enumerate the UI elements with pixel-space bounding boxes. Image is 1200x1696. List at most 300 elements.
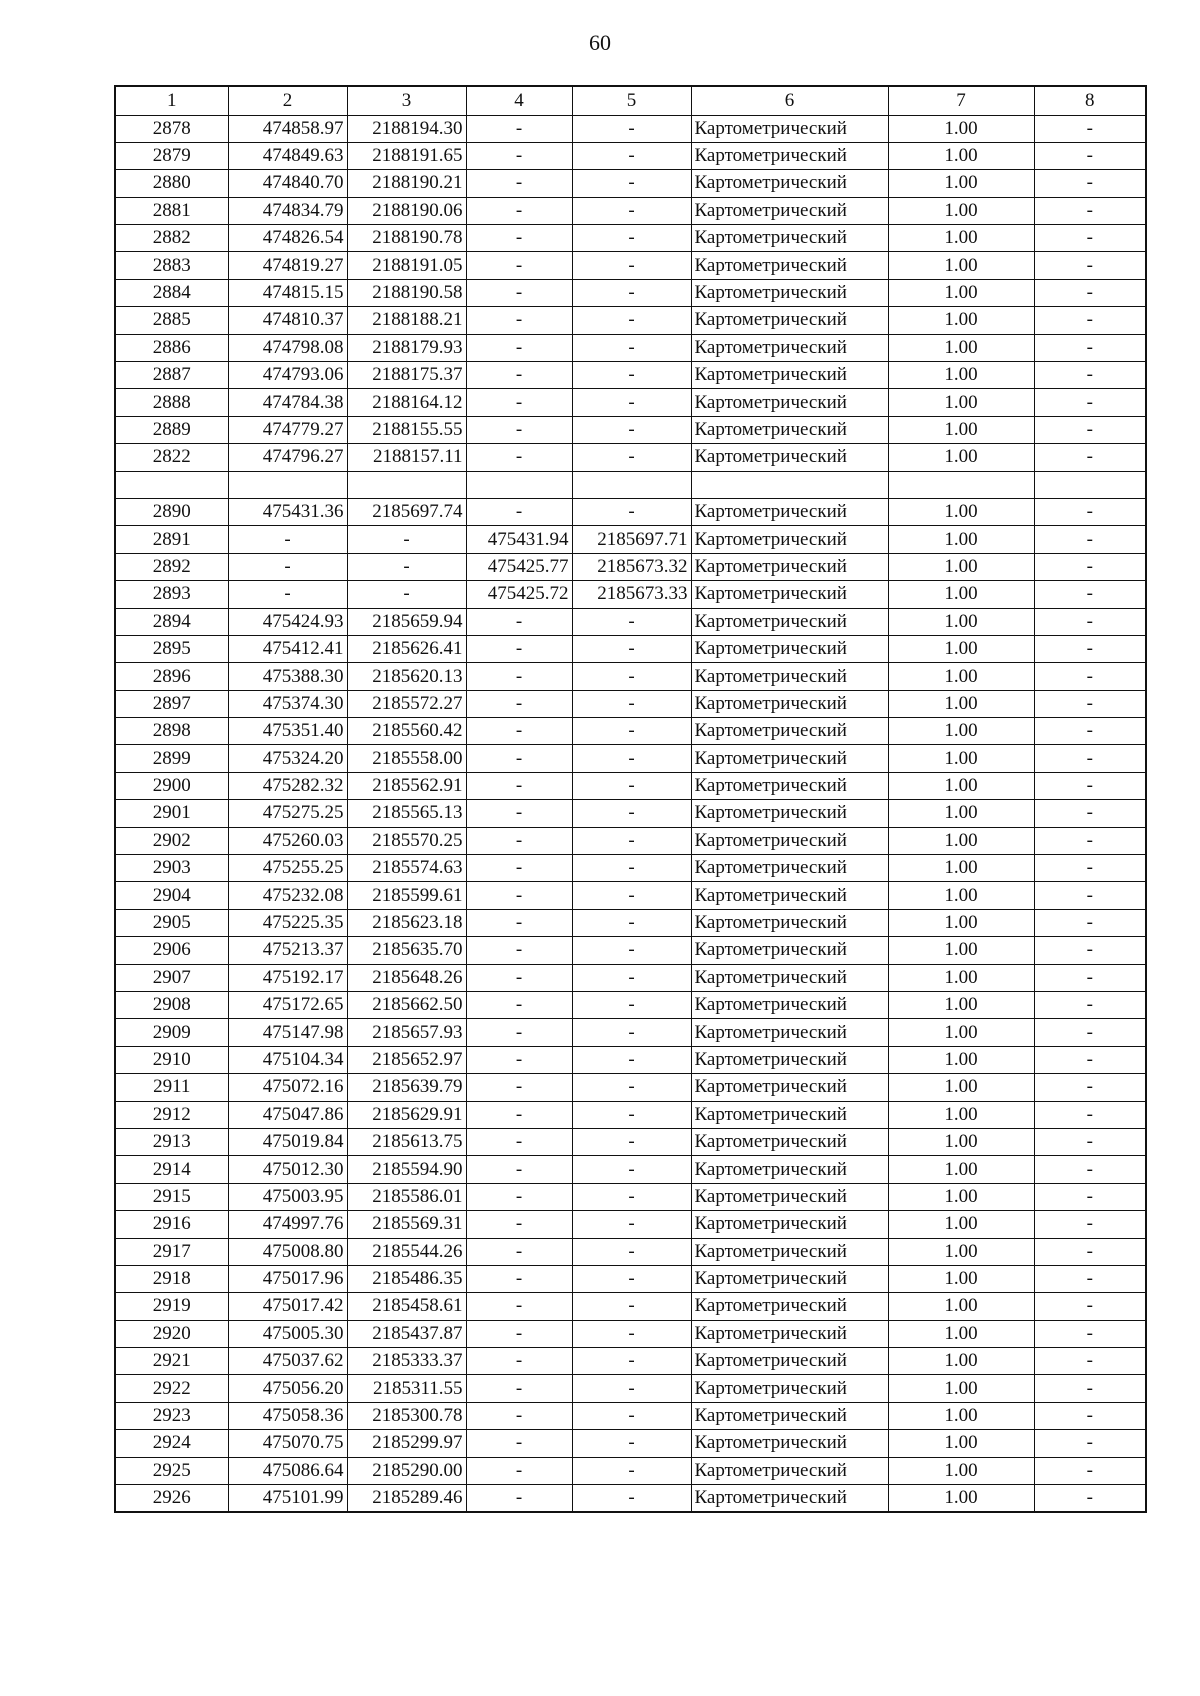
cell-y-coordinate-alt: - — [572, 1156, 691, 1183]
cell-x-coordinate: - — [228, 553, 347, 580]
cell-y-coordinate: 2185613.75 — [347, 1128, 466, 1155]
cell-description: - — [1034, 1293, 1146, 1320]
cell-y-coordinate-alt: - — [572, 307, 691, 334]
cell-point-number: 2916 — [115, 1211, 228, 1238]
cell-point-number: 2915 — [115, 1183, 228, 1210]
cell-y-coordinate: 2185652.97 — [347, 1046, 466, 1073]
cell-method: Картометрический — [691, 1457, 888, 1484]
cell-x-coordinate: 474815.15 — [228, 279, 347, 306]
cell-x-coordinate: 475172.65 — [228, 992, 347, 1019]
cell-x-coordinate — [228, 471, 347, 498]
cell-y-coordinate: 2185544.26 — [347, 1238, 466, 1265]
cell-description: - — [1034, 170, 1146, 197]
cell-x-coordinate: - — [228, 581, 347, 608]
cell-point-number: 2906 — [115, 937, 228, 964]
cell-method: Картометрический — [691, 1485, 888, 1512]
cell-description: - — [1034, 416, 1146, 443]
cell-accuracy: 1.00 — [888, 1320, 1034, 1347]
table-row — [115, 608, 1146, 635]
table-row — [115, 444, 1146, 471]
cell-accuracy — [888, 471, 1034, 498]
cell-x-coordinate-alt: - — [466, 197, 572, 224]
cell-y-coordinate-alt: - — [572, 362, 691, 389]
cell-x-coordinate: 475431.36 — [228, 498, 347, 525]
cell-x-coordinate: 475012.30 — [228, 1156, 347, 1183]
cell-x-coordinate-alt: - — [466, 279, 572, 306]
coordinates-table — [114, 85, 1147, 1513]
cell-x-coordinate: 475275.25 — [228, 800, 347, 827]
cell-point-number: 2890 — [115, 498, 228, 525]
cell-x-coordinate-alt: - — [466, 170, 572, 197]
cell-accuracy: 1.00 — [888, 553, 1034, 580]
table-header — [115, 86, 1146, 115]
cell-y-coordinate-alt: - — [572, 334, 691, 361]
cell-y-coordinate: 2185572.27 — [347, 690, 466, 717]
cell-y-coordinate: 2185586.01 — [347, 1183, 466, 1210]
cell-x-coordinate-alt: - — [466, 1156, 572, 1183]
cell-y-coordinate: 2185659.94 — [347, 608, 466, 635]
table-row — [115, 553, 1146, 580]
cell-x-coordinate: 475232.08 — [228, 882, 347, 909]
cell-x-coordinate-alt: - — [466, 1183, 572, 1210]
table-row — [115, 581, 1146, 608]
cell-method: Картометрический — [691, 1046, 888, 1073]
cell-x-coordinate-alt: - — [466, 663, 572, 690]
cell-point-number: 2908 — [115, 992, 228, 1019]
cell-x-coordinate-alt: - — [466, 608, 572, 635]
table-row — [115, 1046, 1146, 1073]
cell-y-coordinate-alt: - — [572, 909, 691, 936]
cell-x-coordinate: 475019.84 — [228, 1128, 347, 1155]
cell-x-coordinate: 474840.70 — [228, 170, 347, 197]
cell-accuracy: 1.00 — [888, 855, 1034, 882]
cell-y-coordinate-alt: - — [572, 1430, 691, 1457]
cell-x-coordinate-alt: - — [466, 498, 572, 525]
cell-method: Картометрический — [691, 772, 888, 799]
cell-x-coordinate: 475225.35 — [228, 909, 347, 936]
cell-description: - — [1034, 225, 1146, 252]
cell-accuracy: 1.00 — [888, 1019, 1034, 1046]
cell-point-number: 2920 — [115, 1320, 228, 1347]
cell-description: - — [1034, 964, 1146, 991]
cell-point-number: 2899 — [115, 745, 228, 772]
table-row — [115, 334, 1146, 361]
table-row — [115, 1485, 1146, 1512]
page-number: 60 — [589, 30, 611, 55]
cell-x-coordinate-alt: 475425.77 — [466, 553, 572, 580]
cell-y-coordinate-alt: - — [572, 635, 691, 662]
cell-y-coordinate: 2185486.35 — [347, 1265, 466, 1292]
cell-accuracy: 1.00 — [888, 800, 1034, 827]
cell-point-number: 2881 — [115, 197, 228, 224]
cell-accuracy: 1.00 — [888, 964, 1034, 991]
cell-x-coordinate-alt: - — [466, 225, 572, 252]
table-row — [115, 1183, 1146, 1210]
cell-y-coordinate-alt: - — [572, 882, 691, 909]
cell-x-coordinate: 474798.08 — [228, 334, 347, 361]
cell-x-coordinate: 475388.30 — [228, 663, 347, 690]
cell-method: Картометрический — [691, 170, 888, 197]
cell-accuracy: 1.00 — [888, 882, 1034, 909]
cell-method — [691, 471, 888, 498]
cell-description: - — [1034, 855, 1146, 882]
cell-y-coordinate: 2185437.87 — [347, 1320, 466, 1347]
cell-x-coordinate: 475147.98 — [228, 1019, 347, 1046]
cell-point-number: 2893 — [115, 581, 228, 608]
cell-x-coordinate-alt: - — [466, 1074, 572, 1101]
table-row — [115, 389, 1146, 416]
cell-x-coordinate: - — [228, 526, 347, 553]
cell-description: - — [1034, 772, 1146, 799]
cell-y-coordinate-alt: - — [572, 964, 691, 991]
table-row — [115, 663, 1146, 690]
cell-x-coordinate: 475070.75 — [228, 1430, 347, 1457]
cell-point-number: 2886 — [115, 334, 228, 361]
cell-x-coordinate: 475213.37 — [228, 937, 347, 964]
cell-method: Картометрический — [691, 115, 888, 142]
cell-x-coordinate: 474819.27 — [228, 252, 347, 279]
cell-x-coordinate: 474793.06 — [228, 362, 347, 389]
cell-accuracy: 1.00 — [888, 937, 1034, 964]
cell-description: - — [1034, 553, 1146, 580]
cell-point-number — [115, 471, 228, 498]
cell-description: - — [1034, 718, 1146, 745]
cell-x-coordinate-alt: - — [466, 827, 572, 854]
cell-point-number: 2912 — [115, 1101, 228, 1128]
cell-accuracy: 1.00 — [888, 690, 1034, 717]
cell-x-coordinate: 475104.34 — [228, 1046, 347, 1073]
cell-accuracy: 1.00 — [888, 170, 1034, 197]
cell-x-coordinate-alt: - — [466, 772, 572, 799]
cell-accuracy: 1.00 — [888, 1101, 1034, 1128]
table-row — [115, 1430, 1146, 1457]
cell-method: Картометрический — [691, 663, 888, 690]
cell-y-coordinate-alt: - — [572, 444, 691, 471]
cell-point-number: 2883 — [115, 252, 228, 279]
table-row — [115, 718, 1146, 745]
cell-x-coordinate: 475047.86 — [228, 1101, 347, 1128]
cell-y-coordinate-alt: - — [572, 855, 691, 882]
cell-x-coordinate: 475324.20 — [228, 745, 347, 772]
cell-x-coordinate-alt: - — [466, 855, 572, 882]
cell-x-coordinate: 475374.30 — [228, 690, 347, 717]
cell-y-coordinate-alt: - — [572, 142, 691, 169]
cell-description: - — [1034, 882, 1146, 909]
cell-y-coordinate-alt: - — [572, 1348, 691, 1375]
cell-y-coordinate-alt: - — [572, 772, 691, 799]
cell-y-coordinate-alt: 2185697.71 — [572, 526, 691, 553]
cell-method: Картометрический — [691, 882, 888, 909]
table-row — [115, 362, 1146, 389]
cell-accuracy: 1.00 — [888, 362, 1034, 389]
cell-y-coordinate-alt: - — [572, 1019, 691, 1046]
cell-description: - — [1034, 992, 1146, 1019]
cell-x-coordinate: 475056.20 — [228, 1375, 347, 1402]
cell-accuracy: 1.00 — [888, 526, 1034, 553]
cell-x-coordinate-alt: - — [466, 142, 572, 169]
cell-accuracy: 1.00 — [888, 307, 1034, 334]
cell-x-coordinate-alt: - — [466, 444, 572, 471]
cell-method: Картометрический — [691, 279, 888, 306]
cell-method: Картометрический — [691, 1265, 888, 1292]
cell-description: - — [1034, 1074, 1146, 1101]
cell-x-coordinate: 475072.16 — [228, 1074, 347, 1101]
cell-method: Картометрический — [691, 1320, 888, 1347]
cell-y-coordinate: 2188191.05 — [347, 252, 466, 279]
cell-method: Картометрический — [691, 1375, 888, 1402]
cell-x-coordinate: 475017.42 — [228, 1293, 347, 1320]
cell-accuracy: 1.00 — [888, 1402, 1034, 1429]
table-row — [115, 964, 1146, 991]
cell-x-coordinate-alt: - — [466, 745, 572, 772]
cell-method: Картометрический — [691, 197, 888, 224]
cell-method: Картометрический — [691, 526, 888, 553]
cell-method: Картометрический — [691, 855, 888, 882]
table-row — [115, 690, 1146, 717]
cell-accuracy: 1.00 — [888, 909, 1034, 936]
cell-x-coordinate-alt: - — [466, 416, 572, 443]
cell-x-coordinate-alt: - — [466, 1019, 572, 1046]
cell-description: - — [1034, 115, 1146, 142]
cell-point-number: 2913 — [115, 1128, 228, 1155]
table-row — [115, 1128, 1146, 1155]
cell-x-coordinate: 474834.79 — [228, 197, 347, 224]
cell-x-coordinate: 474779.27 — [228, 416, 347, 443]
cell-y-coordinate-alt: - — [572, 389, 691, 416]
column-header-1: 1 — [115, 86, 228, 115]
cell-x-coordinate: 475260.03 — [228, 827, 347, 854]
cell-accuracy: 1.00 — [888, 663, 1034, 690]
cell-x-coordinate-alt: - — [466, 1046, 572, 1073]
cell-x-coordinate-alt: - — [466, 1485, 572, 1512]
cell-method: Картометрический — [691, 444, 888, 471]
cell-x-coordinate-alt: - — [466, 718, 572, 745]
cell-method: Картометрический — [691, 498, 888, 525]
cell-description: - — [1034, 1485, 1146, 1512]
cell-description: - — [1034, 362, 1146, 389]
cell-x-coordinate: 475086.64 — [228, 1457, 347, 1484]
column-header-6: 6 — [691, 86, 888, 115]
cell-y-coordinate-alt: - — [572, 252, 691, 279]
cell-y-coordinate-alt: - — [572, 992, 691, 1019]
cell-x-coordinate: 475008.80 — [228, 1238, 347, 1265]
table-row — [115, 909, 1146, 936]
cell-accuracy: 1.00 — [888, 225, 1034, 252]
cell-point-number: 2882 — [115, 225, 228, 252]
cell-method: Картометрический — [691, 964, 888, 991]
cell-method: Картометрический — [691, 252, 888, 279]
cell-description: - — [1034, 252, 1146, 279]
cell-y-coordinate-alt: - — [572, 1101, 691, 1128]
table-row — [115, 115, 1146, 142]
cell-y-coordinate: 2188179.93 — [347, 334, 466, 361]
cell-y-coordinate: 2185599.61 — [347, 882, 466, 909]
cell-point-number: 2925 — [115, 1457, 228, 1484]
cell-x-coordinate-alt: - — [466, 1320, 572, 1347]
cell-point-number: 2918 — [115, 1265, 228, 1292]
cell-accuracy: 1.00 — [888, 1485, 1034, 1512]
cell-y-coordinate: 2185594.90 — [347, 1156, 466, 1183]
cell-x-coordinate-alt: - — [466, 882, 572, 909]
cell-description: - — [1034, 909, 1146, 936]
cell-x-coordinate-alt: - — [466, 1430, 572, 1457]
cell-point-number: 2900 — [115, 772, 228, 799]
table-row — [115, 498, 1146, 525]
cell-accuracy: 1.00 — [888, 1293, 1034, 1320]
table-row — [115, 992, 1146, 1019]
cell-y-coordinate: 2185458.61 — [347, 1293, 466, 1320]
cell-y-coordinate-alt: - — [572, 608, 691, 635]
table-row — [115, 1293, 1146, 1320]
table-row — [115, 1074, 1146, 1101]
cell-description: - — [1034, 745, 1146, 772]
cell-x-coordinate-alt: - — [466, 252, 572, 279]
cell-x-coordinate: 474849.63 — [228, 142, 347, 169]
cell-x-coordinate: 475005.30 — [228, 1320, 347, 1347]
cell-y-coordinate-alt: - — [572, 718, 691, 745]
cell-accuracy: 1.00 — [888, 635, 1034, 662]
cell-description: - — [1034, 608, 1146, 635]
cell-point-number: 2897 — [115, 690, 228, 717]
cell-x-coordinate-alt: - — [466, 690, 572, 717]
cell-y-coordinate: 2185574.63 — [347, 855, 466, 882]
cell-method: Картометрический — [691, 937, 888, 964]
cell-y-coordinate: 2188164.12 — [347, 389, 466, 416]
cell-x-coordinate: 474810.37 — [228, 307, 347, 334]
cell-description: - — [1034, 663, 1146, 690]
cell-y-coordinate: 2188190.06 — [347, 197, 466, 224]
cell-point-number: 2902 — [115, 827, 228, 854]
cell-x-coordinate: 475192.17 — [228, 964, 347, 991]
cell-accuracy: 1.00 — [888, 142, 1034, 169]
header-row — [115, 86, 1146, 115]
table-row — [115, 1019, 1146, 1046]
cell-description: - — [1034, 1457, 1146, 1484]
cell-description: - — [1034, 389, 1146, 416]
cell-point-number: 2891 — [115, 526, 228, 553]
cell-y-coordinate-alt: - — [572, 1046, 691, 1073]
column-header-7: 7 — [888, 86, 1034, 115]
cell-y-coordinate-alt: - — [572, 197, 691, 224]
cell-y-coordinate-alt: - — [572, 827, 691, 854]
cell-point-number: 2901 — [115, 800, 228, 827]
cell-method: Картометрический — [691, 1019, 888, 1046]
cell-x-coordinate-alt: - — [466, 1238, 572, 1265]
cell-point-number: 2892 — [115, 553, 228, 580]
cell-description: - — [1034, 307, 1146, 334]
cell-x-coordinate: 475351.40 — [228, 718, 347, 745]
cell-point-number: 2917 — [115, 1238, 228, 1265]
cell-accuracy: 1.00 — [888, 1156, 1034, 1183]
cell-x-coordinate: 475101.99 — [228, 1485, 347, 1512]
cell-x-coordinate-alt: - — [466, 1457, 572, 1484]
cell-y-coordinate-alt: - — [572, 279, 691, 306]
cell-description: - — [1034, 498, 1146, 525]
cell-y-coordinate: 2188188.21 — [347, 307, 466, 334]
cell-accuracy: 1.00 — [888, 1074, 1034, 1101]
cell-method: Картометрический — [691, 1293, 888, 1320]
cell-y-coordinate: 2185565.13 — [347, 800, 466, 827]
cell-method: Картометрический — [691, 225, 888, 252]
cell-accuracy: 1.00 — [888, 197, 1034, 224]
cell-description: - — [1034, 526, 1146, 553]
cell-point-number: 2923 — [115, 1402, 228, 1429]
cell-x-coordinate: 474784.38 — [228, 389, 347, 416]
cell-method: Картометрический — [691, 307, 888, 334]
cell-x-coordinate: 475003.95 — [228, 1183, 347, 1210]
cell-x-coordinate-alt: - — [466, 334, 572, 361]
cell-y-coordinate: 2185570.25 — [347, 827, 466, 854]
cell-method: Картометрический — [691, 635, 888, 662]
cell-x-coordinate: 475058.36 — [228, 1402, 347, 1429]
cell-point-number: 2880 — [115, 170, 228, 197]
cell-y-coordinate-alt: - — [572, 1485, 691, 1512]
cell-point-number: 2905 — [115, 909, 228, 936]
cell-y-coordinate-alt: - — [572, 1265, 691, 1292]
cell-description — [1034, 471, 1146, 498]
cell-x-coordinate-alt: 475431.94 — [466, 526, 572, 553]
cell-accuracy: 1.00 — [888, 992, 1034, 1019]
cell-method: Картометрический — [691, 553, 888, 580]
cell-x-coordinate-alt: - — [466, 1402, 572, 1429]
table-row — [115, 635, 1146, 662]
cell-point-number: 2907 — [115, 964, 228, 991]
cell-accuracy: 1.00 — [888, 1128, 1034, 1155]
cell-y-coordinate: 2188194.30 — [347, 115, 466, 142]
cell-description: - — [1034, 444, 1146, 471]
cell-y-coordinate: 2188190.78 — [347, 225, 466, 252]
table-row — [115, 1211, 1146, 1238]
cell-point-number: 2903 — [115, 855, 228, 882]
table-row — [115, 1402, 1146, 1429]
cell-point-number: 2889 — [115, 416, 228, 443]
cell-y-coordinate-alt: - — [572, 1402, 691, 1429]
cell-point-number: 2887 — [115, 362, 228, 389]
cell-y-coordinate: 2188191.65 — [347, 142, 466, 169]
cell-x-coordinate-alt: - — [466, 992, 572, 1019]
cell-accuracy: 1.00 — [888, 745, 1034, 772]
cell-method: Картометрический — [691, 1074, 888, 1101]
cell-accuracy: 1.00 — [888, 1265, 1034, 1292]
cell-point-number: 2896 — [115, 663, 228, 690]
table-row — [115, 1101, 1146, 1128]
cell-description: - — [1034, 1019, 1146, 1046]
cell-description: - — [1034, 1375, 1146, 1402]
cell-point-number: 2894 — [115, 608, 228, 635]
table-row — [115, 1320, 1146, 1347]
cell-description: - — [1034, 1128, 1146, 1155]
cell-y-coordinate: - — [347, 526, 466, 553]
cell-accuracy: 1.00 — [888, 334, 1034, 361]
cell-method: Картометрический — [691, 389, 888, 416]
cell-accuracy: 1.00 — [888, 772, 1034, 799]
cell-y-coordinate: 2185562.91 — [347, 772, 466, 799]
table-row — [115, 307, 1146, 334]
table-row — [115, 827, 1146, 854]
cell-y-coordinate-alt: - — [572, 1293, 691, 1320]
cell-y-coordinate-alt: - — [572, 690, 691, 717]
cell-x-coordinate-alt: - — [466, 937, 572, 964]
cell-accuracy: 1.00 — [888, 581, 1034, 608]
cell-y-coordinate: 2188155.55 — [347, 416, 466, 443]
cell-y-coordinate: 2185289.46 — [347, 1485, 466, 1512]
cell-x-coordinate: 474997.76 — [228, 1211, 347, 1238]
cell-accuracy: 1.00 — [888, 718, 1034, 745]
cell-x-coordinate-alt: - — [466, 1101, 572, 1128]
cell-description: - — [1034, 197, 1146, 224]
cell-y-coordinate-alt: - — [572, 115, 691, 142]
cell-x-coordinate-alt: - — [466, 1348, 572, 1375]
